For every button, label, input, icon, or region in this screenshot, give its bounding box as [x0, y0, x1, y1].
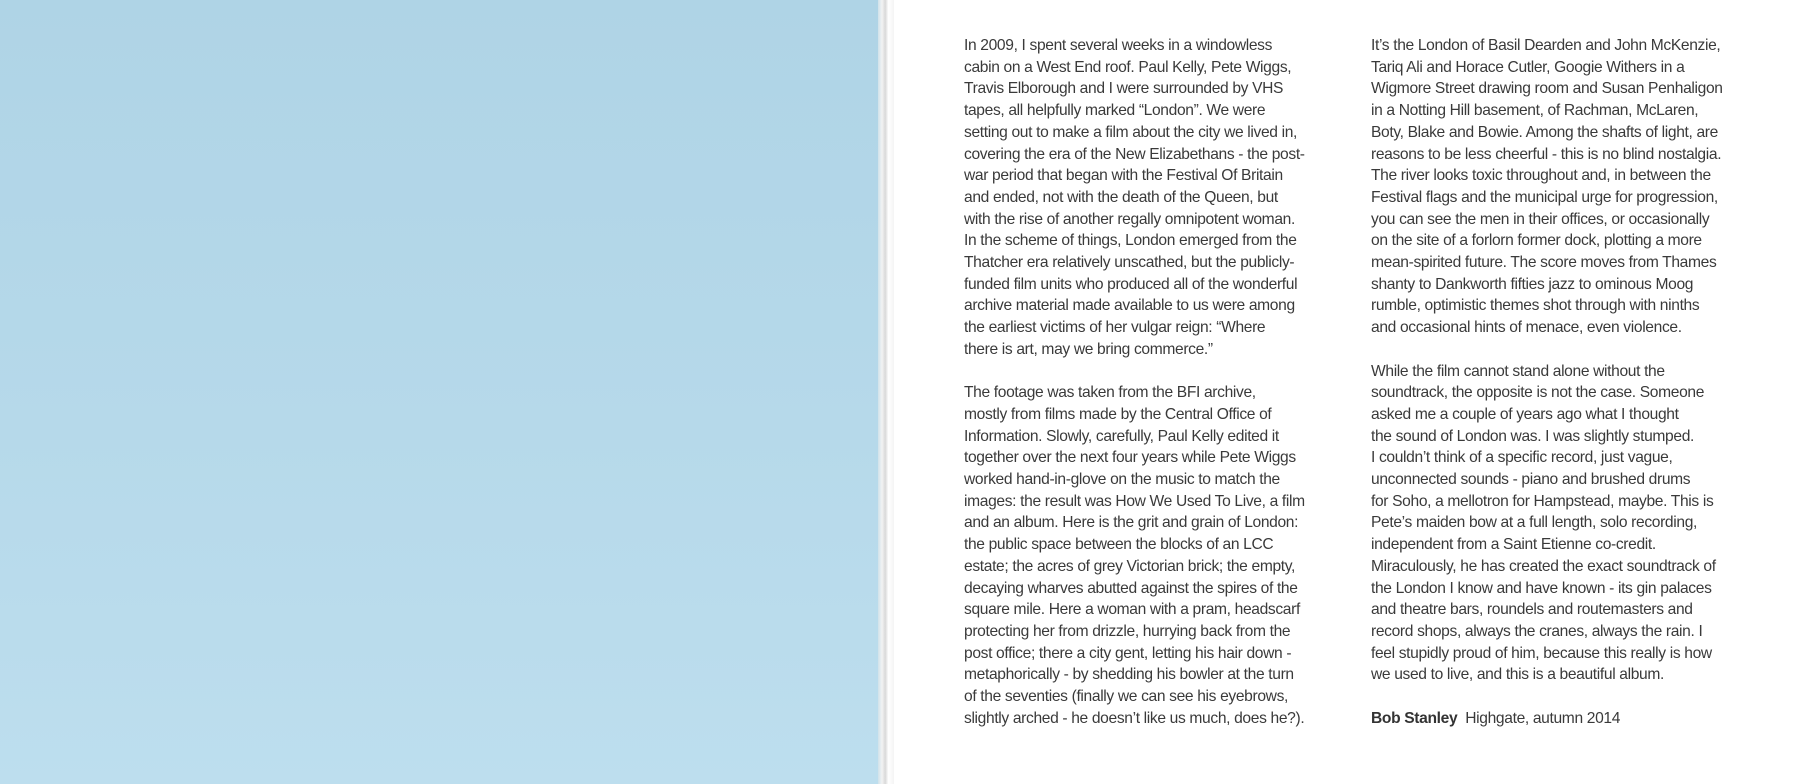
text-line: asked me a couple of years ago what I thought [1371, 405, 1679, 423]
text-line: In 2009, I spent several weeks in a windowless [964, 37, 1273, 54]
page-fold [878, 0, 894, 784]
paragraph-4 [1371, 361, 1755, 687]
text-line: shanty to Dankworth fifties jazz to ominous Moog [1371, 275, 1694, 293]
text-line: feel stupidly proud of him, because this really is how [1371, 644, 1712, 662]
text-line: While the film cannot stand alone without the [1371, 362, 1665, 380]
text-line: we used to live, and this is a beautiful album. [1371, 666, 1665, 684]
text-line: and ended, not with the death of the Queen, but [964, 188, 1278, 206]
text-line: In the scheme of things, London emerged from the [964, 232, 1297, 250]
text-line: and an album. Here is the grit and grain of London: [964, 514, 1299, 532]
text-line: Pete’s maiden bow at a full length, solo recording, [1371, 514, 1697, 532]
text-line: Information. Slowly, carefully, Paul Kelly edited it [964, 427, 1279, 445]
text-line: mostly from films made by the Central Office of [964, 405, 1272, 423]
text-line: war period that began with the Festival Of Britain [964, 167, 1283, 185]
text-line: the earliest victims of her vulgar reign: “Where [964, 319, 1266, 337]
place-date: Highgate, autumn 2014 [1465, 709, 1621, 727]
text-line: unconnected sounds - piano and brushed drums [1371, 471, 1691, 489]
text-line: in a Notting Hill basement, of Rachman, McLaren, [1371, 102, 1699, 120]
text-line: you can see the men in their offices, or occasionally [1371, 210, 1710, 228]
text-line: I couldn’t think of a specific record, just vague, [1371, 449, 1673, 467]
text-line: the sound of London was. I was slightly stumped. [1371, 427, 1694, 445]
paragraph-3 [1371, 35, 1755, 339]
text-line: cabin on a West End roof. Paul Kelly, Pete Wiggs, [964, 58, 1292, 76]
text-line: with the rise of another regally omnipotent woman. [964, 210, 1295, 228]
author-name: Bob Stanley [1371, 709, 1458, 727]
text-line: and occasional hints of menace, even violence. [1371, 319, 1682, 337]
paragraph-2 [964, 382, 1348, 729]
text-line: protecting her from drizzle, hurrying back from the [964, 622, 1291, 640]
liner-notes-page [894, 0, 1800, 784]
text-line: The footage was taken from the BFI archive, [964, 384, 1256, 402]
text-line: Tariq Ali and Horace Cutler, Googie Withers in a [1371, 58, 1685, 76]
text-line: images: the result was How We Used To Live, a film [964, 492, 1305, 510]
text-line: independent from a Saint Etienne co-credit. [1371, 536, 1656, 554]
text-line: Boty, Blake and Bowie. Among the shafts of light, are [1371, 123, 1718, 141]
text-line: slightly arched - he doesn’t like us much, does he?). [964, 709, 1305, 727]
text-line: for Soho, a mellotron for Hampstead, maybe. This is [1371, 492, 1714, 510]
text-line: archive material made available to us were among [964, 297, 1295, 315]
text-line: mean-spirited future. The score moves from Thames [1371, 254, 1717, 272]
blank-blue-page [0, 0, 878, 784]
text-line: funded film units who produced all of the wonderful [964, 275, 1298, 293]
text-line: tapes, all helpfully marked “London”. We were [964, 102, 1266, 120]
text-line: setting out to make a film about the city we lived in, [964, 123, 1298, 141]
text-line: It’s the London of Basil Dearden and John McKenzie, [1371, 37, 1721, 54]
text-line: Travis Elborough and I were surrounded by VHS [964, 80, 1284, 98]
text-line: post office; there a city gent, letting his hair down - [964, 644, 1292, 662]
paragraph-1 [964, 35, 1348, 361]
text-line: of the seventies (finally we can see his eyebrows, [964, 688, 1289, 706]
text-line: on the site of a forlorn former dock, plotting a more [1371, 232, 1702, 250]
text-line: the London I know and have known - its gin palaces [1371, 579, 1712, 597]
text-line: covering the era of the New Elizabethans - the post- [964, 145, 1305, 163]
text-line: soundtrack, the opposite is not the case. Someone [1371, 384, 1705, 402]
text-line: square mile. Here a woman with a pram, headscarf [964, 601, 1300, 619]
text-line: Festival flags and the municipal urge for progression, [1371, 188, 1718, 206]
text-line: The river looks toxic throughout and, in between the [1371, 167, 1711, 185]
text-line: record shops, always the cranes, always the rain. I [1371, 622, 1703, 640]
signature [1371, 708, 1755, 730]
text-line: and theatre bars, roundels and routemasters and [1371, 601, 1693, 619]
text-line: reasons to be less cheerful - this is no blind nostalgia. [1371, 145, 1722, 163]
text-line: together over the next four years while Pete Wiggs [964, 449, 1296, 467]
text-line: Thatcher era relatively unscathed, but the publicly- [964, 254, 1295, 272]
text-line: estate; the acres of grey Victorian brick; the empty, [964, 557, 1296, 575]
text-line: there is art, may we bring commerce.” [964, 340, 1213, 358]
text-line: worked hand-in-glove on the music to match the [964, 471, 1280, 489]
text-column-right [1371, 35, 1755, 729]
text-line: metaphorically - by shedding his bowler at the turn [964, 666, 1294, 684]
text-line: Miraculously, he has created the exact soundtrack of [1371, 557, 1716, 575]
text-line: Wigmore Street drawing room and Susan Penhaligon [1371, 80, 1723, 98]
text-line: rumble, optimistic themes shot through with ninths [1371, 297, 1700, 315]
text-line: the public space between the blocks of an LCC [964, 536, 1274, 554]
text-column-left [964, 35, 1348, 729]
text-line: decaying wharves abutted against the spires of the [964, 579, 1298, 597]
